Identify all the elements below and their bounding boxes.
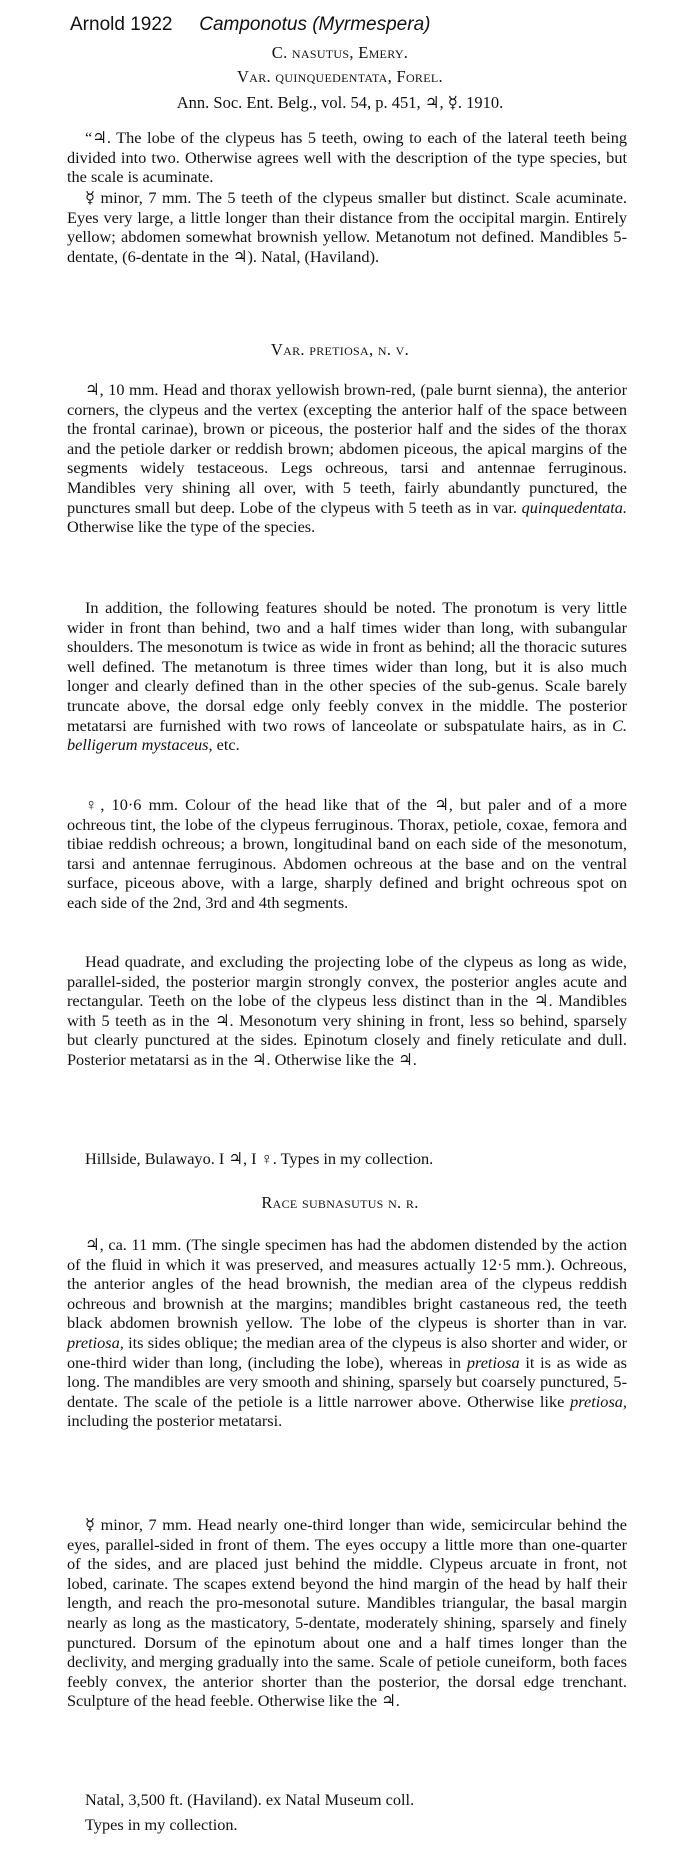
- taxon-name: Camponotus (Myrmespera): [199, 14, 431, 35]
- italic-name: pretiosa,: [570, 1391, 627, 1411]
- citation: Ann. Soc. Ent. Belg., vol. 54, p. 451, ♃, ☿. 1910.: [176, 93, 504, 112]
- pretiosa-paragraph-2: In addition, the following features should be noted. The pronotum is very little wider in front than behind, two and a half times wider than long, with subangular shoulders. The mesonotum is twice as wide in front as behind; all the thoracic sutures well defined. The metanotum is three times wider than long, but it is also much longer and clearly defined than in the other species of the sub-genus. Scale barely truncate above, the dorsal edge only feebly convex in the middle. The posterior metatarsi are furnished with two rows of lanceolate or subspatulate hairs, as in C. belligerum mystaceus, etc.: [67, 598, 627, 755]
- subnasutus-paragraph-2: ☿ minor, 7 mm. Head nearly one-third longer than wide, semicircular behind the eyes, parallel-sided in front of them. The eyes occupy a little more than one-quarter of the sides, and are placed just behind the middle. Clypeus arcuate in front, not lobed, carinate. The scapes extend beyond the hind margin of the head by half their length, and reach the pro-mesonotal suture. Mandibles triangular, the basal margin nearly as long as the masticatory, 5-dentate, moderately shining, sparsely and finely punctured. Dorsum of the epinotum about one and a half times longer than the declivity, and merging gradually into the same. Scale of petiole cuneiform, both faces feebly convex, the anterior shorter than the posterior, the dorsal edge trenchant. Sculpture of the head feeble. Otherwise like the ♃.: [67, 1515, 627, 1711]
- italic-name: pretiosa,: [67, 1332, 124, 1352]
- types-line: Types in my collection.: [85, 1815, 238, 1834]
- header-line: [70, 14, 430, 36]
- pretiosa-paragraph-3: ♀, 10·6 mm. Colour of the head like that of the ♃, but paler and of a more ochreous tint, the lobe of the clypeus ferruginous. Thorax, petiole, coxae, femora and tibiae reddish ochreous; a brown, longitudinal band on each side of the mesonotum, tarsi and antennae ferruginous. Abdomen ochreous at the base and on the ventral surface, piceous above, with a large, sharply defined and bright ochreous spot on each side of the 2nd, 3rd and 4th segments.: [67, 795, 627, 912]
- quinquedentata-paragraph-2: ☿ minor, 7 mm. The 5 teeth of the clypeus smaller but distinct. Scale acuminate. Eyes very large, a little longer than their distance from the occipital margin. Entirely yellow; abdomen somewhat brownish yellow. Metanotum not defined. Mandibles 5-dentate, (6-dentate in the ♃). Natal, (Haviland).: [67, 188, 627, 266]
- italic-name: pretiosa: [466, 1352, 520, 1372]
- author-year: Arnold 1922: [70, 14, 173, 35]
- species-title: C. nasutus, Emery.: [271, 43, 409, 62]
- pretiosa-paragraph-4: Head quadrate, and excluding the projecting lobe of the clypeus as long as wide, parallel-sided, the posterior margin strongly convex, the posterior angles acute and rectangular. Teeth on the lobe of the clypeus less distinct than in the ♃. Mandibles with 5 teeth as in the ♃. Mesonotum very shining in front, less so behind, sparsely but clearly punctured at the sides. Epinotum closely and finely reticulate and dull. Posterior metatarsi as in the ♃. Otherwise like the ♃.: [67, 952, 627, 1069]
- quinquedentata-paragraph-1: “♃. The lobe of the clypeus has 5 teeth, owing to each of the lateral teeth being divided into two. Otherwise agrees well with the description of the type species, but the scale is acuminate.: [67, 128, 627, 187]
- subnasutus-heading: Race subnasutus n. r.: [261, 1193, 419, 1212]
- pretiosa-paragraph-5: Hillside, Bulawayo. I ♃, I ♀. Types in my collection.: [85, 1149, 434, 1168]
- variety-title: Var. quinquedentata, Forel.: [237, 67, 443, 86]
- italic-name: C. belligerum mystaceus,: [67, 715, 627, 755]
- locality-line: Natal, 3,500 ft. (Haviland). ex Natal Museum coll.: [85, 1790, 415, 1809]
- pretiosa-heading: Var. pretiosa, n. v.: [270, 340, 410, 359]
- pretiosa-paragraph-1: ♃, 10 mm. Head and thorax yellowish brown-red, (pale burnt sienna), the anterior corners, the clypeus and the vertex (excepting the anterior half of the space between the frontal carinae), brown or piceous, the posterior half and the sides of the thorax and the petiole darker or reddish brown; abdomen piceous, the apical margins of the segments widely testaceous. Legs ochreous, tarsi and antennae ferruginous. Mandibles very shining all over, with 5 teeth, fairly abundantly punctured, the punctures small but deep. Lobe of the clypeus with 5 teeth as in var. quinquedentata. Otherwise like the type of the species.: [67, 380, 627, 537]
- subnasutus-paragraph-1: ♃, ca. 11 mm. (The single specimen has had the abdomen distended by the action of the fluid in which it was preserved, and measures actually 12·5 mm.). Ochreous, the anterior angles of the head brownish, the median area of the clypeus reddish ochreous and brownish at the margins; mandibles bright castaneous red, the teeth black abdomen brownish yellow. The lobe of the clypeus is shorter than in var. pretiosa, its sides oblique; the median area of the clypeus is also shorter and wider, or one-third wider than long, (including the lobe), whereas in pretiosa it is as wide as long. The mandibles are very smooth and shining, sparsely but coarsely punctured, 5-dentate. The scale of the petiole is a little narrower above. Otherwise like pretiosa, including the posterior metatarsi.: [67, 1235, 627, 1431]
- italic-name: quinquedentata.: [521, 497, 627, 517]
